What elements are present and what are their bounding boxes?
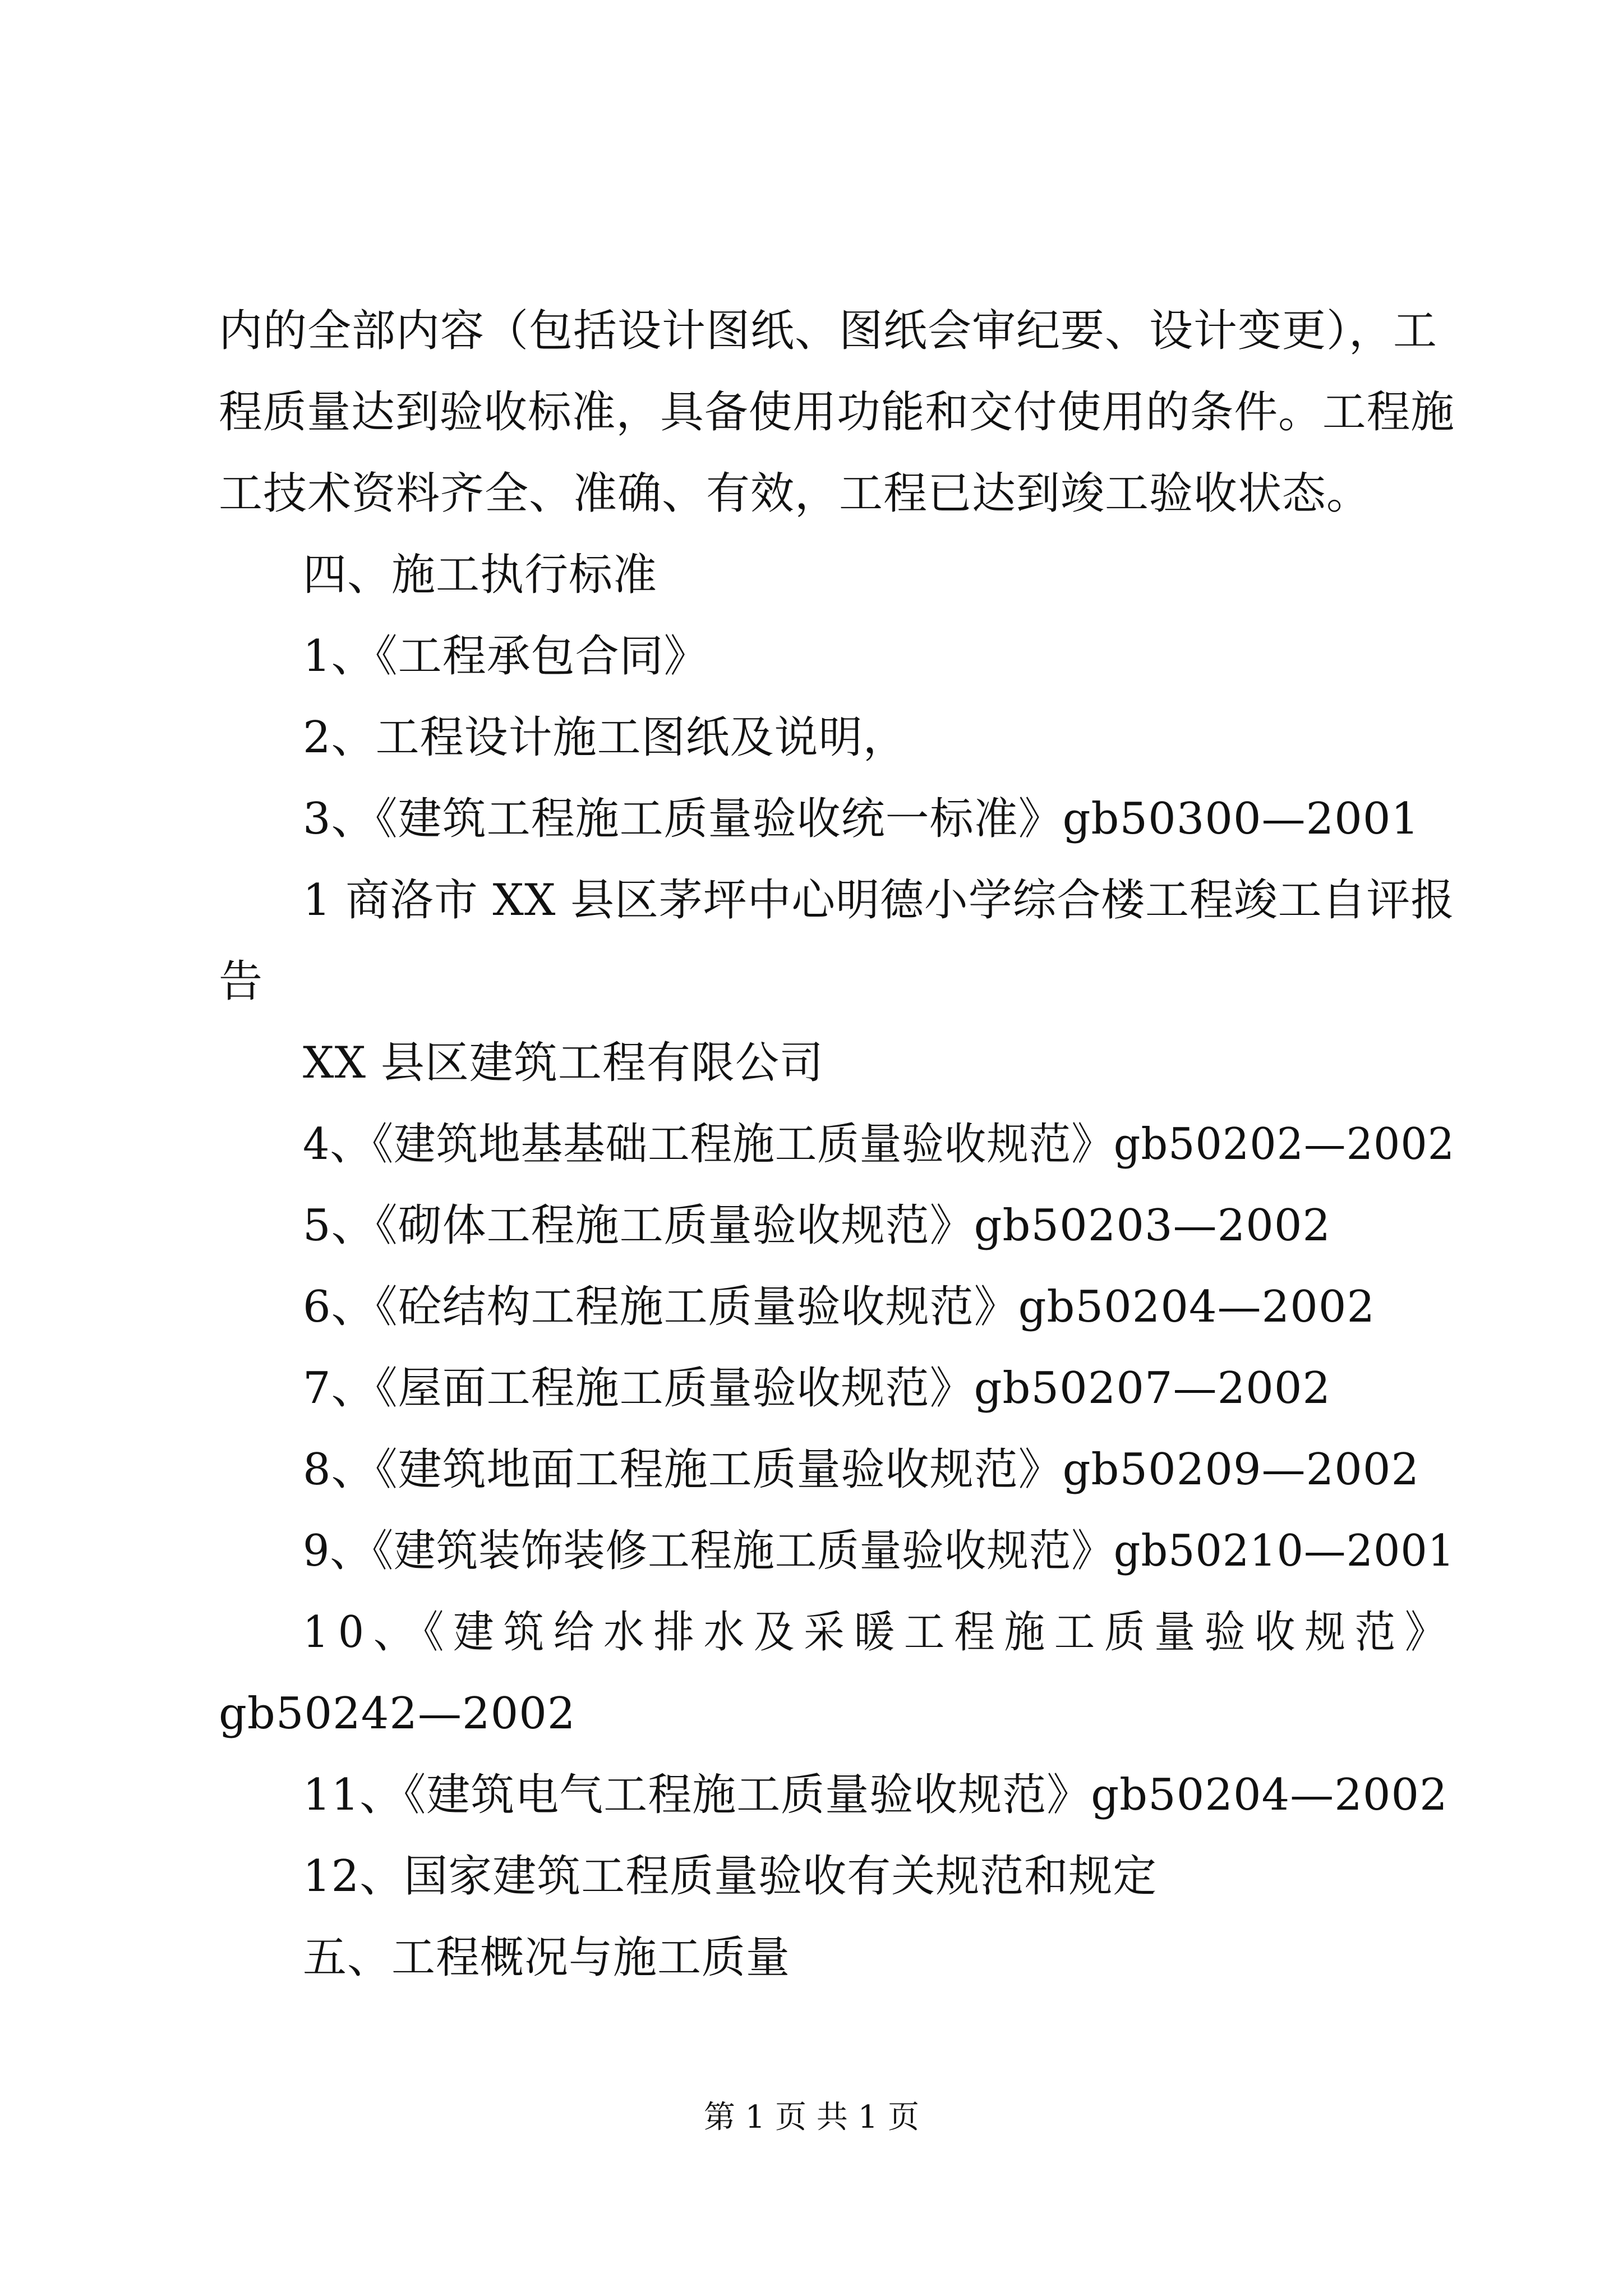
header-note-continued: 告 (219, 956, 264, 1007)
section-heading: 五、工程概况与施工质量 (303, 1932, 791, 1983)
header-note: 1 商洛市 XX 县区茅坪中心明德小学综合楼工程竣工自评报 (303, 875, 1455, 926)
list-item: 10、《建筑给水排水及采暖工程施工质量验收规范》 (303, 1607, 1455, 1658)
list-item: 1、《工程承包合同》 (303, 631, 708, 682)
list-item: 4、《建筑地基基础工程施工质量验收规范》gb50202—2002 (303, 1119, 1455, 1170)
paragraph-line: 程质量达到验收标准，具备使用功能和交付使用的条件。工程施 (219, 387, 1455, 438)
section-heading: 四、施工执行标准 (303, 550, 658, 600)
list-item: 3、《建筑工程施工质量验收统一标准》gb50300—2001 (303, 794, 1420, 844)
company-name: XX 县区建筑工程有限公司 (303, 1038, 824, 1088)
list-item: 7、《屋面工程施工质量验收规范》gb50207—2002 (303, 1363, 1331, 1414)
page-footer: 第 1 页 共 1 页 (703, 2099, 920, 2136)
list-item: 8、《建筑地面工程施工质量验收规范》gb50209—2002 (303, 1444, 1420, 1495)
list-item: 12、国家建筑工程质量验收有关规范和规定 (303, 1851, 1158, 1902)
list-item: 5、《砌体工程施工质量验收规范》gb50203—2002 (303, 1200, 1331, 1251)
list-item: 9、《建筑装饰装修工程施工质量验收规范》gb50210—2001 (303, 1526, 1455, 1576)
paragraph-line: 内的全部内容（包括设计图纸、图纸会审纪要、设计变更），工 (219, 306, 1438, 356)
paragraph-line: 工技术资料齐全、准确、有效，工程已达到竣工验收状态。 (219, 468, 1371, 519)
list-item-continued: gb50242—2002 (219, 1688, 576, 1739)
list-item: 2、工程设计施工图纸及说明， (303, 712, 907, 763)
list-item: 6、《砼结构工程施工质量验收规范》gb50204—2002 (303, 1282, 1376, 1332)
list-item: 11、《建筑电气工程施工质量验收规范》gb50204—2002 (303, 1770, 1448, 1820)
